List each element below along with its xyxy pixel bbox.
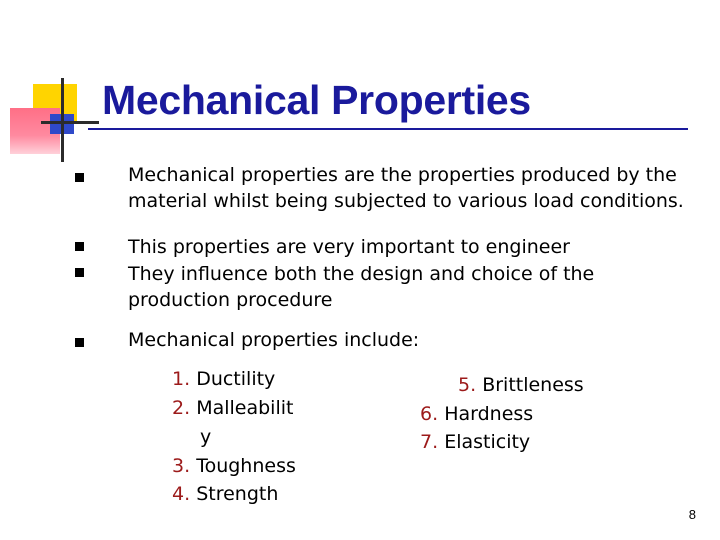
bullet-marker [75,338,84,347]
list-number: 3. [172,455,191,477]
list-item [172,480,278,509]
list-number: 6. [420,403,439,425]
logo-vertical-line [61,78,64,162]
bullet-marker [75,268,84,277]
title-underline [88,128,688,130]
list-text: Malleabilit [196,397,294,419]
slide-title: Mechanical Properties [102,77,531,123]
list-text: Toughness [196,455,296,477]
list-text: Hardness [444,403,534,425]
list-text: Brittleness [482,374,584,396]
list-item [172,452,296,481]
slide-logo-decoration [8,78,104,162]
bullet-text-1: Mechanical properties are the properties produced by the material whilst being subjected to various load conditions. [128,164,684,212]
bullet-marker [75,173,84,182]
page-number: 8 [688,507,696,522]
list-text: Elasticity [444,431,531,453]
list-item [172,394,293,423]
list-number: 2. [172,397,191,419]
list-text: y [200,426,212,448]
list-item-continuation [200,423,211,452]
list-item [420,400,533,429]
list-number: 5. [458,374,477,396]
bullet-text-3: They influence both the design and choice of the production procedure [128,263,595,311]
list-item [420,428,530,457]
bullet-text-4: Mechanical properties include: [128,329,420,351]
logo-horizontal-line [41,121,99,124]
list-number: 1. [172,368,191,390]
list-text: Strength [196,483,279,505]
bullet-text-2: This properties are very important to engineer [128,236,570,258]
list-number: 4. [172,483,191,505]
list-item [458,371,584,400]
list-item [172,365,275,394]
list-text: Ductility [196,368,276,390]
list-number: 7. [420,431,439,453]
bullet-marker [75,242,84,251]
